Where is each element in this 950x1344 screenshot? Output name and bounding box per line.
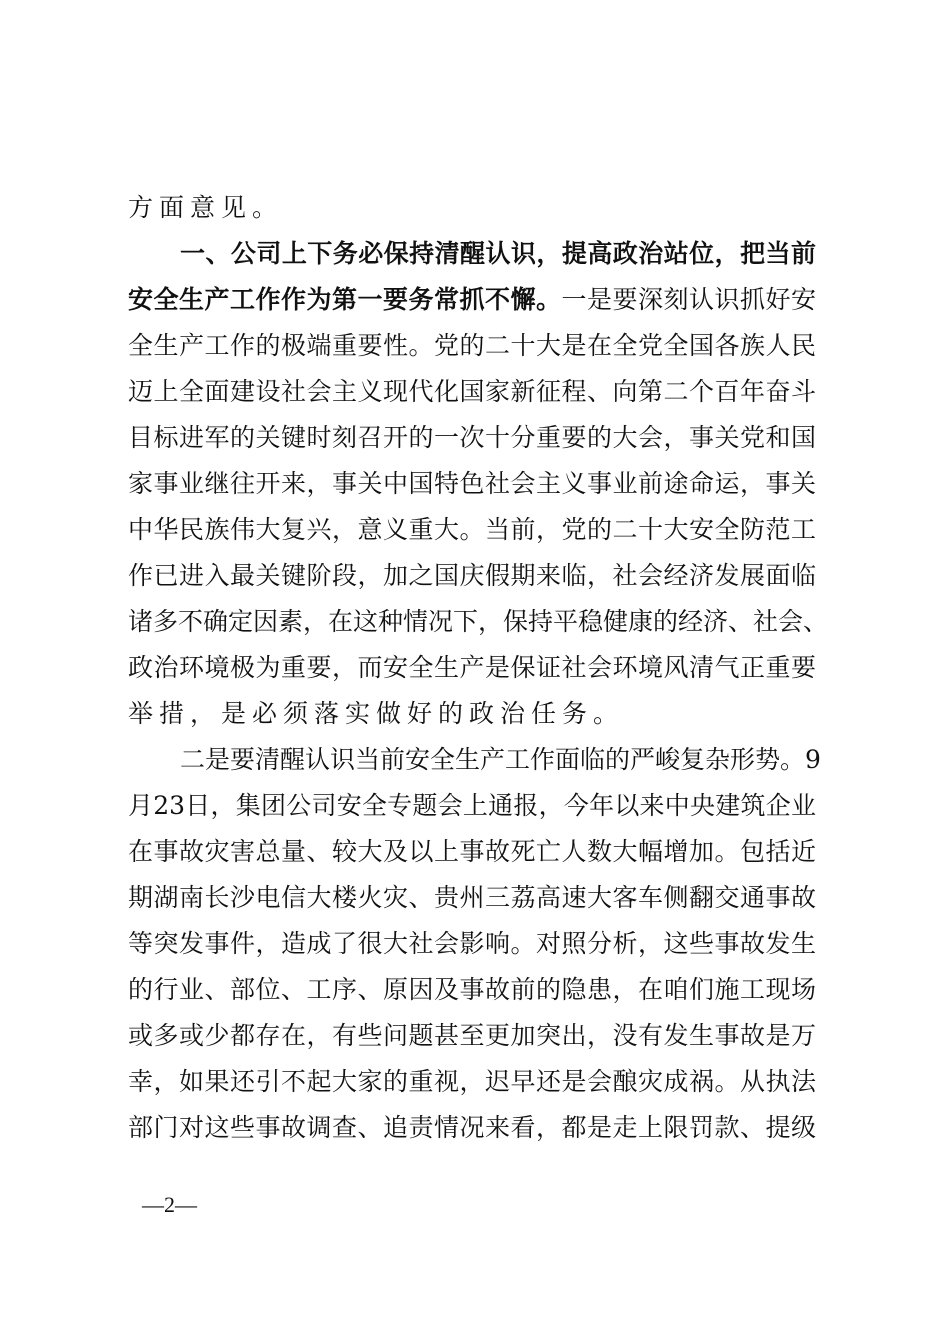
section-heading: 一、公司上下务必保持清醒认识，提高政治站位，把当前	[180, 239, 816, 268]
text-line	[128, 277, 816, 323]
text-run: 一是要深刻认识抓好安	[561, 285, 816, 314]
text-line: 全生产工作的极端重要性。党的二十大是在全党全国各族人民	[128, 331, 816, 360]
page-number: —2—	[142, 1192, 197, 1217]
text-line: 家事业继往开来，事关中国特色社会主义事业前途命运，事关	[128, 469, 816, 498]
text-line: 政治环境极为重要，而安全生产是保证社会环境风清气正重要	[128, 653, 816, 682]
text-line: 中华民族伟大复兴，意义重大。当前，党的二十大安全防范工	[128, 515, 816, 544]
document-body	[128, 185, 829, 1151]
text-line: 方面意见。	[128, 193, 284, 222]
section-heading-line	[128, 231, 816, 277]
text-line: 等突发事件，造成了很大社会影响。对照分析，这些事故发生	[128, 929, 816, 958]
section-heading-end: 安全生产工作作为第一要务常抓不懈。	[128, 285, 562, 314]
text-line: 幸，如果还引不起大家的重视，迟早还是会酿灾成祸。从执法	[128, 1067, 816, 1096]
paragraph-start-line: 二是要清醒认识当前安全生产工作面临的严峻复杂形势。9	[180, 745, 821, 774]
text-line: 作已进入最关键阶段，加之国庆假期来临，社会经济发展面临	[128, 561, 816, 590]
text-line: 在事故灾害总量、较大及以上事故死亡人数大幅增加。包括近	[128, 837, 816, 866]
text-line: 期湖南长沙电信大楼火灾、贵州三荔高速大客车侧翻交通事故	[128, 883, 816, 912]
text-line: 或多或少都存在，有些问题甚至更加突出，没有发生事故是万	[128, 1021, 816, 1050]
text-line: 部门对这些事故调查、追责情况来看，都是走上限罚款、提级	[128, 1113, 816, 1142]
text-line: 的行业、部位、工序、原因及事故前的隐患，在咱们施工现场	[128, 975, 816, 1004]
text-line: 月23日，集团公司安全专题会上通报，今年以来中央建筑企业	[128, 791, 816, 820]
text-line: 诸多不确定因素，在这种情况下，保持平稳健康的经济、社会、	[128, 607, 829, 636]
text-line: 目标进军的关键时刻召开的一次十分重要的大会，事关党和国	[128, 423, 816, 452]
text-line: 举措，是必须落实做好的政治任务。	[128, 699, 625, 728]
text-line: 迈上全面建设社会主义现代化国家新征程、向第二个百年奋斗	[128, 377, 816, 406]
